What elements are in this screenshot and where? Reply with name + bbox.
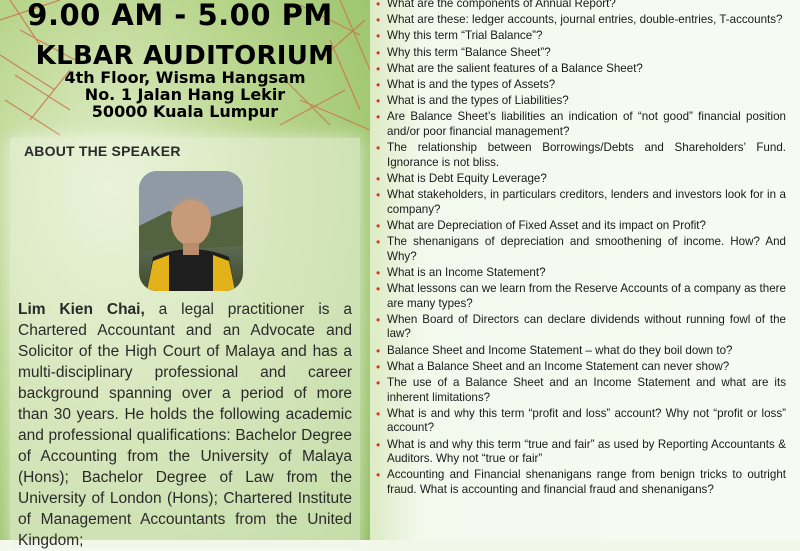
speaker-bio [18,299,352,551]
question-text: Why this term “Balance Sheet”? [387,45,551,59]
question-text: Why this term “Trial Balance”? [387,29,543,43]
question-text: The shenanigans of depreciation and smoothening of income. How? And Why? [387,235,786,263]
bullet-icon: • [376,312,381,327]
question-text: When Board of Directors can declare dividends without running fowl of the law? [387,312,786,341]
question-text: Accounting and Financial shenanigans range from benign tricks to outright fraud. What is accounting and financial fraud and shenanigans? [387,468,786,496]
question-text: What are these: ledger accounts, journal entries, double-entries, T-accounts? [387,13,783,27]
question-text: What is Debt Equity Leverage? [387,171,547,185]
bullet-icon: • [376,45,381,60]
question-item [376,188,786,217]
bullet-icon: • [376,13,381,28]
question-text: What is and the types of Assets? [387,77,556,91]
question-text: What are the salient features of a Balance Sheet? [387,61,643,75]
question-text: What is and the types of Liabilities? [387,94,569,108]
question-text: Are Balance Sheet’s liabilities an indication of “not good” financial position and/or poor financial management? [387,110,786,138]
bullet-icon: • [376,468,381,483]
question-text: What are Depreciation of Fixed Asset and its impact on Profit? [387,218,706,232]
question-item [376,235,786,264]
bullet-icon: • [376,375,381,390]
question-text: What is and why this term “true and fair” as used by Reporting Accountants & Auditors. Why not “true or fair” [387,437,786,466]
speaker-photo [139,171,243,291]
bullet-icon: • [376,110,381,125]
question-item [376,0,786,12]
question-text: What a Balance Sheet and an Income Statement can never show? [387,359,730,373]
address-line-1: 4th Floor, Wisma Hangsam [64,68,306,87]
question-item [376,282,786,311]
question-item [376,172,786,187]
bullet-icon: • [376,94,381,109]
bullet-icon: • [376,343,381,358]
about-speaker-heading: ABOUT THE SPEAKER [24,143,181,159]
question-text: What lessons can we learn from the Reserve Accounts of a company as there are many types? [387,282,786,310]
question-item [376,313,786,342]
bullet-icon: • [376,282,381,296]
question-text: What is and why this term “profit and loss” account? Why not “profit or loss” account? [387,406,786,435]
bullet-icon: • [376,61,381,76]
bullet-icon: • [376,188,381,203]
question-text: What is an Income Statement? [387,265,546,279]
bullet-icon: • [376,218,381,233]
question-item [376,78,786,93]
question-text: What are the components of Annual Report? [387,0,616,10]
question-item [376,46,786,61]
question-item [376,219,786,234]
question-text: The use of a Balance Sheet and an Income Statement and what are its inherent limitations? [387,375,786,404]
bullet-icon: • [376,437,381,452]
question-item [376,110,786,139]
question-text: The relationship between Borrowings/Debts and Shareholders’ Fund. Ignorance is not bliss. [387,141,786,169]
question-item [376,438,786,467]
question-text: Balance Sheet and Income Statement – what do they boil down to? [387,343,733,357]
address-line-3: 50000 Kuala Lumpur [91,102,279,121]
bullet-icon: • [376,265,381,280]
question-item [376,468,786,497]
bullet-icon: • [376,29,381,44]
bullet-icon: • [376,141,381,156]
question-list [376,0,786,499]
question-item [376,376,786,405]
speaker-bio-text: a legal practitioner is a Chartered Accountant and an Advocate and Solicitor of the High Court of Malaya and has a multi-disciplinary professional and career background spanning over a period of more than 30 years. He holds the following academic and professional qualifications: Bachelor Degree of Accounting from the University of Malaya (Hons); Bachelor Degree of Law from the University of London (Hons); Chartered Institute of Management Accountants from the United Kingdom; [18,301,353,549]
question-item [376,344,786,359]
event-time: 9.00 AM - 5.00 PM [27,0,333,32]
question-item [376,141,786,170]
question-item [376,29,786,44]
address-line-2: No. 1 Jalan Hang Lekir [84,85,286,104]
question-item [376,13,786,28]
bullet-icon: • [376,359,381,374]
question-text: What stakeholders, in particulars creditors, lenders and investors look for in a company? [387,188,786,216]
event-venue: KLBAR AUDITORIUM [35,41,335,71]
bullet-icon: • [376,0,381,11]
question-item [376,266,786,281]
question-item [376,360,786,375]
bullet-icon: • [376,77,381,92]
question-item [376,62,786,77]
bullet-icon: • [376,406,381,421]
speaker-name: Lim Kien Chai, [18,301,145,318]
question-item [376,407,786,436]
bullet-icon: • [376,235,381,250]
question-item [376,94,786,109]
bullet-icon: • [376,171,381,186]
